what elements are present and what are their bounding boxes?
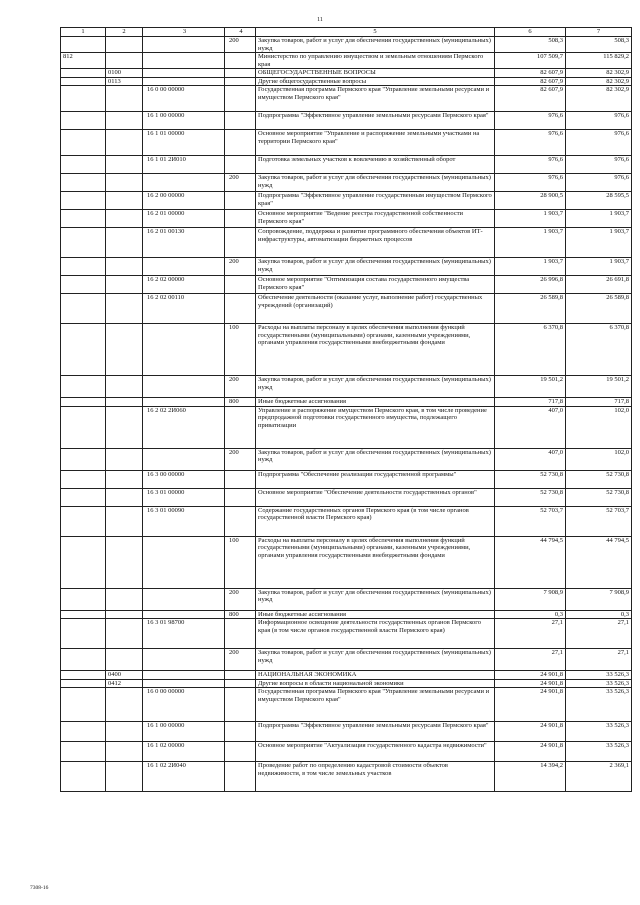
amount-year-1: 19 501,2 (495, 376, 566, 398)
expense-type-code (225, 228, 256, 258)
section-code (106, 228, 143, 258)
expense-type-code (225, 722, 256, 742)
amount-year-1: 0,3 (495, 610, 566, 619)
amount-year-1: 24 901,8 (495, 688, 566, 722)
table-row (61, 610, 632, 619)
section-code (106, 376, 143, 398)
ministry-code (61, 86, 106, 112)
expense-type-code (225, 77, 256, 86)
expense-type-code (225, 742, 256, 762)
row-description: Проведение работ по определению кадастровой стоимости объектов недвижимости, в том числе земельных участков (256, 762, 495, 792)
ministry-code (61, 742, 106, 762)
row-description: Другие вопросы в области национальной экономики (256, 679, 495, 688)
amount-year-2: 115 829,2 (566, 53, 632, 69)
amount-year-2: 1 903,7 (566, 228, 632, 258)
expense-type-code (225, 688, 256, 722)
amount-year-2: 7 908,9 (566, 588, 632, 610)
amount-year-1: 24 901,8 (495, 679, 566, 688)
expense-type-code (225, 470, 256, 488)
section-code (106, 294, 143, 324)
table-row (61, 688, 632, 722)
row-description: Государственная программа Пермского края "Управление земельными ресурсами и имуществом Пермского края" (256, 86, 495, 112)
target-article-code (143, 448, 225, 470)
section-code (106, 276, 143, 294)
amount-year-1: 26 589,8 (495, 294, 566, 324)
row-description: Закупка товаров, работ и услуг для обеспечения государственных (муниципальных) нужд (256, 448, 495, 470)
row-description: Государственная программа Пермского края "Управление земельными ресурсами и имуществом Пермского края" (256, 688, 495, 722)
expense-type-code (225, 671, 256, 680)
section-code (106, 610, 143, 619)
expense-type-code: 200 (225, 376, 256, 398)
target-article-code (143, 679, 225, 688)
amount-year-2: 82 302,9 (566, 69, 632, 78)
target-article-code: 16 2 02 00000 (143, 276, 225, 294)
expense-type-code (225, 276, 256, 294)
row-description: Основное мероприятие "Обеспечение деятельности государственных органов" (256, 488, 495, 506)
amount-year-2: 44 794,5 (566, 536, 632, 588)
amount-year-2: 26 691,8 (566, 276, 632, 294)
table-row (61, 294, 632, 324)
ministry-code (61, 488, 106, 506)
section-code (106, 488, 143, 506)
expense-type-code (225, 156, 256, 174)
section-code (106, 649, 143, 671)
ministry-code (61, 610, 106, 619)
section-code (106, 86, 143, 112)
ministry-code (61, 324, 106, 376)
amount-year-2: 33 526,3 (566, 688, 632, 722)
expense-type-code (225, 69, 256, 78)
amount-year-2: 976,6 (566, 130, 632, 156)
table-row (61, 376, 632, 398)
row-description: ОБЩЕГОСУДАРСТВЕННЫЕ ВОПРОСЫ (256, 69, 495, 78)
ministry-code (61, 77, 106, 86)
amount-year-1: 407,0 (495, 406, 566, 448)
ministry-code (61, 210, 106, 228)
row-description: Закупка товаров, работ и услуг для обеспечения государственных (муниципальных) нужд (256, 649, 495, 671)
amount-year-2: 52 703,7 (566, 506, 632, 536)
amount-year-2: 33 526,3 (566, 722, 632, 742)
target-article-code (143, 69, 225, 78)
column-header-5: 5 (256, 28, 495, 37)
expense-type-code (225, 130, 256, 156)
expense-type-code (225, 53, 256, 69)
expense-type-code (225, 762, 256, 792)
ministry-code (61, 470, 106, 488)
table-row (61, 588, 632, 610)
amount-year-1: 28 900,5 (495, 192, 566, 210)
amount-year-1: 407,0 (495, 448, 566, 470)
amount-year-2: 508,3 (566, 37, 632, 53)
section-code: 0113 (106, 77, 143, 86)
target-article-code: 16 1 00 00000 (143, 112, 225, 130)
amount-year-2: 52 730,8 (566, 488, 632, 506)
target-article-code: 16 0 00 00000 (143, 688, 225, 722)
table-row (61, 679, 632, 688)
ministry-code (61, 192, 106, 210)
ministry-code (61, 376, 106, 398)
column-header-4: 4 (225, 28, 256, 37)
target-article-code: 16 1 00 00000 (143, 722, 225, 742)
ministry-code (61, 258, 106, 276)
table-row (61, 448, 632, 470)
budget-table-body (61, 28, 632, 792)
section-code (106, 130, 143, 156)
amount-year-2: 6 370,8 (566, 324, 632, 376)
amount-year-1: 27,1 (495, 619, 566, 649)
row-description: Подготовка земельных участков к вовлечению в хозяйственный оборот (256, 156, 495, 174)
row-description: Сопровождение, поддержка и развитие программного обеспечения объектов ИТ-инфраструктуры, автоматизации бюджетных процессов (256, 228, 495, 258)
amount-year-2: 976,6 (566, 112, 632, 130)
target-article-code (143, 258, 225, 276)
ministry-code (61, 112, 106, 130)
section-code (106, 112, 143, 130)
ministry-code (61, 671, 106, 680)
amount-year-1: 26 996,8 (495, 276, 566, 294)
column-header-3: 3 (143, 28, 225, 37)
ministry-code (61, 619, 106, 649)
amount-year-2: 26 589,8 (566, 294, 632, 324)
amount-year-2: 976,6 (566, 174, 632, 192)
amount-year-1: 24 901,8 (495, 671, 566, 680)
row-description: Подпрограмма "Обеспечение реализации государственной программы" (256, 470, 495, 488)
row-description: Подпрограмма "Эффективное управление земельными ресурсами Пермского края" (256, 722, 495, 742)
target-article-code (143, 398, 225, 407)
row-description: Управление и распоряжение имуществом Пермского края, в том числе проведение предпродажной подготовки государственного имущества, подлежащего приватизации (256, 406, 495, 448)
row-description: Закупка товаров, работ и услуг для обеспечения государственных (муниципальных) нужд (256, 258, 495, 276)
amount-year-1: 82 607,9 (495, 77, 566, 86)
section-code (106, 324, 143, 376)
expense-type-code (225, 488, 256, 506)
amount-year-1: 976,6 (495, 174, 566, 192)
expense-type-code (225, 679, 256, 688)
target-article-code (143, 376, 225, 398)
amount-year-1: 27,1 (495, 649, 566, 671)
target-article-code: 16 2 02 2И060 (143, 406, 225, 448)
amount-year-1: 24 901,8 (495, 722, 566, 742)
row-description: Подпрограмма "Эффективное управление земельными ресурсами Пермского края" (256, 112, 495, 130)
row-description: Закупка товаров, работ и услуг для обеспечения государственных (муниципальных) нужд (256, 37, 495, 53)
table-row (61, 619, 632, 649)
table-row (61, 174, 632, 192)
table-row (61, 536, 632, 588)
ministry-code (61, 276, 106, 294)
amount-year-1: 6 370,8 (495, 324, 566, 376)
row-description: Содержание государственных органов Пермского края (в том числе органов государственной власти Пермского края) (256, 506, 495, 536)
ministry-code (61, 722, 106, 742)
section-code (106, 53, 143, 69)
section-code (106, 536, 143, 588)
ministry-code (61, 679, 106, 688)
section-code (106, 156, 143, 174)
table-row (61, 53, 632, 69)
column-header-2: 2 (106, 28, 143, 37)
amount-year-2: 82 302,9 (566, 86, 632, 112)
section-code: 0400 (106, 671, 143, 680)
expense-type-code: 200 (225, 448, 256, 470)
amount-year-1: 24 901,8 (495, 742, 566, 762)
expense-type-code (225, 506, 256, 536)
expense-type-code (225, 192, 256, 210)
amount-year-1: 82 607,9 (495, 69, 566, 78)
section-code (106, 174, 143, 192)
ministry-code (61, 588, 106, 610)
amount-year-2: 102,0 (566, 448, 632, 470)
budget-table (60, 27, 632, 792)
ministry-code (61, 649, 106, 671)
expense-type-code: 200 (225, 37, 256, 53)
amount-year-2: 28 595,5 (566, 192, 632, 210)
table-row (61, 488, 632, 506)
section-code (106, 406, 143, 448)
amount-year-1: 82 607,9 (495, 86, 566, 112)
section-code (106, 258, 143, 276)
amount-year-1: 7 908,9 (495, 588, 566, 610)
amount-year-1: 976,6 (495, 130, 566, 156)
amount-year-2: 2 369,1 (566, 762, 632, 792)
table-row (61, 156, 632, 174)
row-description: Другие общегосударственные вопросы (256, 77, 495, 86)
ministry-code (61, 506, 106, 536)
amount-year-2: 52 730,8 (566, 470, 632, 488)
table-row (61, 324, 632, 376)
section-code (106, 688, 143, 722)
amount-year-1: 44 794,5 (495, 536, 566, 588)
target-article-code (143, 610, 225, 619)
expense-type-code: 800 (225, 398, 256, 407)
amount-year-2: 0,3 (566, 610, 632, 619)
expense-type-code: 200 (225, 649, 256, 671)
target-article-code: 16 3 01 00000 (143, 488, 225, 506)
expense-type-code (225, 86, 256, 112)
ministry-code (61, 294, 106, 324)
table-row (61, 228, 632, 258)
target-article-code: 16 1 02 00000 (143, 742, 225, 762)
row-description: Основное мероприятие "Управление и распоряжение земельными участками на территории Пермского края" (256, 130, 495, 156)
table-row (61, 649, 632, 671)
ministry-code (61, 688, 106, 722)
amount-year-2: 1 903,7 (566, 210, 632, 228)
amount-year-1: 1 903,7 (495, 228, 566, 258)
amount-year-1: 52 703,7 (495, 506, 566, 536)
amount-year-2: 27,1 (566, 649, 632, 671)
amount-year-1: 508,3 (495, 37, 566, 53)
ministry-code (61, 448, 106, 470)
table-row (61, 112, 632, 130)
section-code (106, 722, 143, 742)
target-article-code: 16 2 00 00000 (143, 192, 225, 210)
row-description: Расходы на выплаты персоналу в целях обеспечения выполнения функций государственными (муниципальными) органами, казенными учреждениями, органами управления государственными внебюджетными фондами (256, 536, 495, 588)
footer-code: 7308-16 (30, 885, 49, 891)
amount-year-2: 1 903,7 (566, 258, 632, 276)
table-row (61, 86, 632, 112)
expense-type-code (225, 406, 256, 448)
ministry-code (61, 69, 106, 78)
amount-year-2: 102,0 (566, 406, 632, 448)
expense-type-code (225, 210, 256, 228)
expense-type-code: 100 (225, 536, 256, 588)
expense-type-code: 200 (225, 258, 256, 276)
section-code (106, 588, 143, 610)
target-article-code: 16 1 01 2И010 (143, 156, 225, 174)
target-article-code: 16 2 01 00000 (143, 210, 225, 228)
row-description: Иные бюджетные ассигнования (256, 398, 495, 407)
row-description: Основное мероприятие "Оптимизация состава государственного имущества Пермского края" (256, 276, 495, 294)
amount-year-1: 107 509,7 (495, 53, 566, 69)
table-row (61, 506, 632, 536)
amount-year-1: 52 730,8 (495, 470, 566, 488)
amount-year-1: 976,6 (495, 156, 566, 174)
expense-type-code: 200 (225, 588, 256, 610)
row-description: Обеспечение деятельности (оказание услуг, выполнение работ) государственных учреждений (организаций) (256, 294, 495, 324)
ministry-code (61, 174, 106, 192)
target-article-code: 16 2 02 00110 (143, 294, 225, 324)
amount-year-1: 717,8 (495, 398, 566, 407)
column-header-row (61, 28, 632, 37)
section-code (106, 37, 143, 53)
amount-year-2: 19 501,2 (566, 376, 632, 398)
target-article-code (143, 671, 225, 680)
ministry-code (61, 406, 106, 448)
section-code (106, 192, 143, 210)
table-row (61, 742, 632, 762)
target-article-code: 16 0 00 00000 (143, 86, 225, 112)
page-number: 11 (317, 17, 323, 23)
target-article-code (143, 37, 225, 53)
table-row (61, 210, 632, 228)
section-code (106, 742, 143, 762)
table-row (61, 130, 632, 156)
row-description: Основное мероприятие "Ведение реестра государственной собственности Пермского края" (256, 210, 495, 228)
ministry-code (61, 228, 106, 258)
table-row (61, 77, 632, 86)
ministry-code (61, 156, 106, 174)
target-article-code: 16 3 01 98700 (143, 619, 225, 649)
ministry-code (61, 37, 106, 53)
target-article-code (143, 77, 225, 86)
target-article-code (143, 324, 225, 376)
amount-year-2: 33 526,3 (566, 671, 632, 680)
row-description: Закупка товаров, работ и услуг для обеспечения государственных (муниципальных) нужд (256, 376, 495, 398)
row-description: Расходы на выплаты персоналу в целях обеспечения выполнения функций государственными (муниципальными) органами, казенными учреждениями, органами управления государственными внебюджетными фондами (256, 324, 495, 376)
amount-year-2: 976,6 (566, 156, 632, 174)
table-row (61, 722, 632, 742)
table-row (61, 762, 632, 792)
ministry-code: 812 (61, 53, 106, 69)
expense-type-code: 100 (225, 324, 256, 376)
expense-type-code (225, 619, 256, 649)
expense-type-code (225, 112, 256, 130)
target-article-code (143, 536, 225, 588)
column-header-7: 7 (566, 28, 632, 37)
table-row (61, 671, 632, 680)
target-article-code: 16 1 02 2И040 (143, 762, 225, 792)
amount-year-2: 27,1 (566, 619, 632, 649)
table-row (61, 37, 632, 53)
ministry-code (61, 762, 106, 792)
target-article-code (143, 174, 225, 192)
ministry-code (61, 536, 106, 588)
section-code (106, 398, 143, 407)
target-article-code (143, 649, 225, 671)
table-row (61, 398, 632, 407)
expense-type-code (225, 294, 256, 324)
row-description: Подпрограмма "Эффективное управление государственным имуществом Пермского края" (256, 192, 495, 210)
row-description: НАЦИОНАЛЬНАЯ ЭКОНОМИКА (256, 671, 495, 680)
section-code: 0100 (106, 69, 143, 78)
ministry-code (61, 130, 106, 156)
target-article-code: 16 3 00 00000 (143, 470, 225, 488)
amount-year-2: 33 526,3 (566, 742, 632, 762)
table-row (61, 69, 632, 78)
amount-year-2: 82 302,9 (566, 77, 632, 86)
target-article-code: 16 3 01 00090 (143, 506, 225, 536)
section-code (106, 506, 143, 536)
row-description: Закупка товаров, работ и услуг для обеспечения государственных (муниципальных) нужд (256, 174, 495, 192)
section-code (106, 619, 143, 649)
section-code (106, 762, 143, 792)
section-code (106, 448, 143, 470)
table-row (61, 406, 632, 448)
section-code (106, 210, 143, 228)
amount-year-2: 717,8 (566, 398, 632, 407)
ministry-code (61, 398, 106, 407)
target-article-code: 16 2 01 00130 (143, 228, 225, 258)
row-description: Иные бюджетные ассигнования (256, 610, 495, 619)
amount-year-1: 14 394,2 (495, 762, 566, 792)
target-article-code: 16 1 01 00000 (143, 130, 225, 156)
row-description: Министерство по управлению имуществом и земельным отношениям Пермского края (256, 53, 495, 69)
row-description: Основное мероприятие "Актуализация государственного кадастра недвижимости" (256, 742, 495, 762)
section-code: 0412 (106, 679, 143, 688)
table-row (61, 276, 632, 294)
row-description: Закупка товаров, работ и услуг для обеспечения государственных (муниципальных) нужд (256, 588, 495, 610)
target-article-code (143, 53, 225, 69)
target-article-code (143, 588, 225, 610)
amount-year-1: 52 730,8 (495, 488, 566, 506)
amount-year-1: 1 903,7 (495, 258, 566, 276)
table-row (61, 258, 632, 276)
amount-year-1: 1 903,7 (495, 210, 566, 228)
amount-year-1: 976,6 (495, 112, 566, 130)
expense-type-code: 800 (225, 610, 256, 619)
row-description: Информационное освещение деятельности государственных органов Пермского края (в том числе органов государственной власти Пермского края) (256, 619, 495, 649)
amount-year-2: 33 526,3 (566, 679, 632, 688)
table-row (61, 192, 632, 210)
expense-type-code: 200 (225, 174, 256, 192)
section-code (106, 470, 143, 488)
table-row (61, 470, 632, 488)
column-header-1: 1 (61, 28, 106, 37)
column-header-6: 6 (495, 28, 566, 37)
